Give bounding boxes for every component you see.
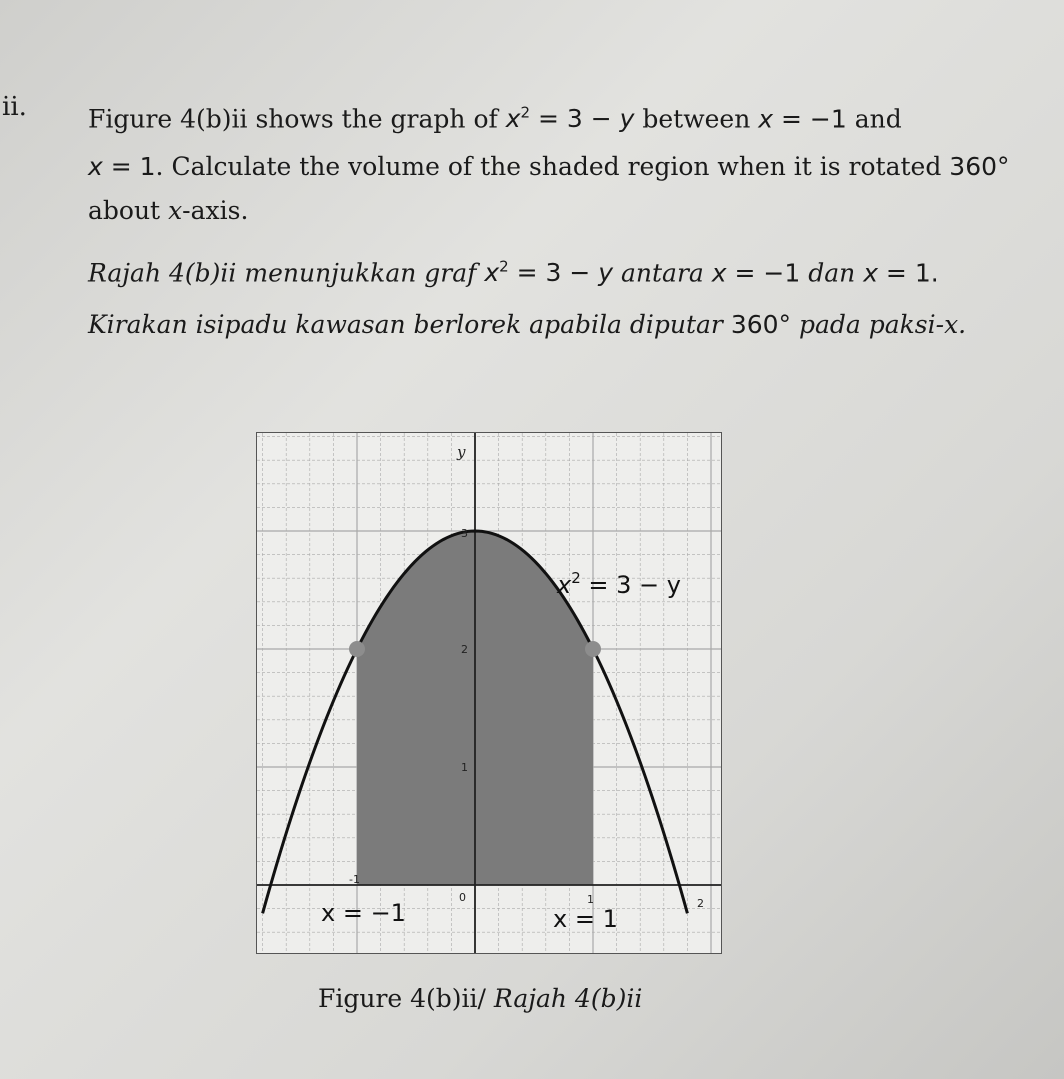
tick-label-y-3: 3 bbox=[461, 527, 468, 540]
right-intersection-point bbox=[585, 641, 601, 657]
y-axis-label: y bbox=[457, 443, 466, 461]
tick-label-x-0: 0 bbox=[459, 891, 466, 904]
question-malay-line-1: Rajah 4(b)ii menunjukkan graf $x^2 = 3 - y$ antara x = −1 dan x = 1. bbox=[88, 258, 939, 288]
tick-label-x-neg1: -1 bbox=[349, 873, 360, 886]
question-malay-line-2: Kirakan isipadu kawasan berlorek apabila diputar 360° pada paksi-x. bbox=[88, 310, 967, 339]
curve-equation-label: $x^2 = 3 - y$ bbox=[557, 569, 681, 599]
tick-label-x-1: 1 bbox=[587, 893, 594, 906]
question-english-line-3: about x-axis. bbox=[88, 196, 249, 225]
graph-svg bbox=[257, 433, 721, 953]
figure-caption: Figure 4(b)ii/ Rajah 4(b)ii bbox=[318, 984, 643, 1013]
question-number: ii. bbox=[2, 92, 27, 122]
tick-label-y-1: 1 bbox=[461, 761, 468, 774]
question-english-line-1: Figure 4(b)ii shows the graph of $x^2 = 3 - y$ between x = −1 and bbox=[88, 104, 902, 134]
left-boundary-label: x = −1 bbox=[321, 899, 406, 927]
tick-label-y-2: 2 bbox=[461, 643, 468, 656]
tick-label-x-2: 2 bbox=[697, 897, 704, 910]
graph-figure bbox=[257, 433, 721, 953]
left-intersection-point bbox=[349, 641, 365, 657]
question-english-line-2: x = 1. Calculate the volume of the shaded region when it is rotated 360° bbox=[88, 152, 1010, 181]
right-boundary-label: x = 1 bbox=[553, 905, 618, 933]
